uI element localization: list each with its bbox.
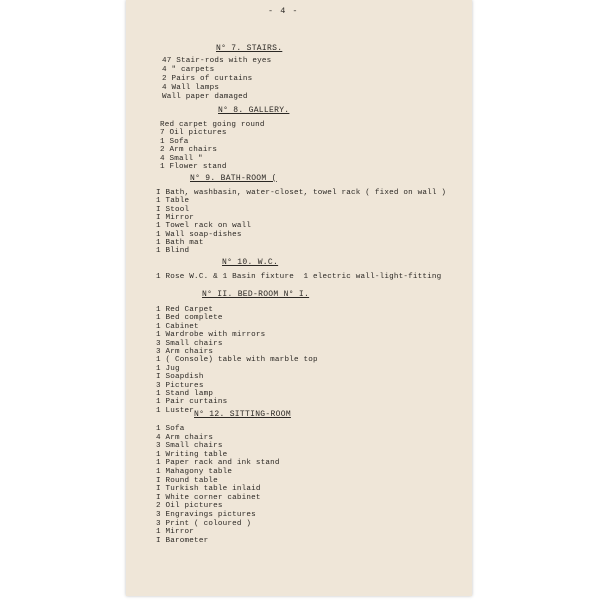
inventory-item: 2 Arm chairs: [160, 146, 218, 155]
inventory-item: 1 Wardrobe with mirrors: [156, 331, 266, 340]
inventory-item: 3 Small chairs: [156, 442, 223, 451]
inventory-item: Wall paper damaged: [162, 92, 248, 101]
section-heading: N° 8. GALLERY.: [218, 106, 290, 115]
inventory-item: 1 Mirror: [156, 528, 195, 537]
inventory-item: I Stool: [156, 205, 190, 214]
inventory-item: 1 Blind: [156, 247, 190, 256]
inventory-item: I Barometer: [156, 536, 209, 545]
section-heading: N° 10. W.C.: [222, 258, 279, 267]
inventory-item: Red carpet going round: [160, 121, 265, 129]
inventory-item: 3 Print ( coloured ): [156, 519, 252, 528]
inventory-item: 1 Rose W.C. & 1 Basin fixture 1 electric wall-light-fitting: [156, 273, 442, 281]
inventory-item: 1 Writing table: [156, 450, 228, 459]
inventory-item: 2 Pairs of curtains: [162, 74, 253, 83]
inventory-item: 1 Towel rack on wall: [156, 222, 252, 231]
inventory-item: I Soapdish: [156, 373, 204, 382]
inventory-item: 1 Mahagony table: [156, 468, 233, 476]
inventory-item: 3 Engravings pictures: [156, 511, 256, 519]
inventory-item: I White corner cabinet: [156, 493, 261, 502]
inventory-item: 1 Bath mat: [156, 238, 204, 247]
inventory-item: 1 Table: [156, 197, 190, 206]
inventory-item: 4 Small ": [160, 154, 203, 163]
inventory-item: 1 Flower stand: [160, 163, 227, 171]
inventory-item: 47 Stair-rods with eyes: [162, 57, 272, 65]
section-heading: N° 7. STAIRS.: [216, 44, 283, 53]
section-heading: N° II. BED-ROOM N° I.: [202, 290, 310, 299]
inventory-item: I Bath, washbasin, water-closet, towel rack ( fixed on wall ): [156, 189, 447, 197]
section-heading: N° 12. SITTING-ROOM: [194, 410, 291, 419]
inventory-item: 3 Pictures: [156, 381, 204, 390]
inventory-item: 1 Luster: [156, 406, 195, 415]
page-number: - 4 -: [268, 6, 299, 16]
inventory-item: 1 Sofa: [160, 137, 189, 146]
inventory-item: 4 Wall lamps: [162, 83, 220, 92]
inventory-item: 3 Arm chairs: [156, 348, 214, 356]
inventory-item: 1 Stand lamp: [156, 390, 214, 398]
inventory-item: 2 Oil pictures: [156, 502, 223, 511]
document-page: [126, 0, 472, 596]
inventory-item: 1 Jug: [156, 364, 180, 373]
inventory-item: I Round table: [156, 476, 218, 485]
inventory-item: 1 Cabinet: [156, 322, 199, 331]
inventory-item: 3 Small chairs: [156, 339, 223, 348]
inventory-item: I Mirror: [156, 213, 195, 222]
inventory-item: 1 Pair curtains: [156, 398, 228, 407]
inventory-item: 4 " carpets: [162, 65, 215, 74]
inventory-item: 1 Bed complete: [156, 314, 223, 323]
inventory-item: 7 Oil pictures: [160, 129, 227, 138]
inventory-item: 1 ( Console) table with marble top: [156, 356, 318, 365]
inventory-item: 1 Sofa: [156, 425, 185, 433]
inventory-item: I Turkish table inlaid: [156, 485, 261, 494]
inventory-item: 1 Paper rack and ink stand: [156, 459, 280, 468]
section-heading: N° 9. BATH-ROOM (: [190, 174, 277, 183]
inventory-item: 1 Wall soap-dishes: [156, 230, 242, 239]
inventory-item: 4 Arm chairs: [156, 433, 214, 442]
inventory-item: 1 Red Carpet: [156, 306, 214, 314]
